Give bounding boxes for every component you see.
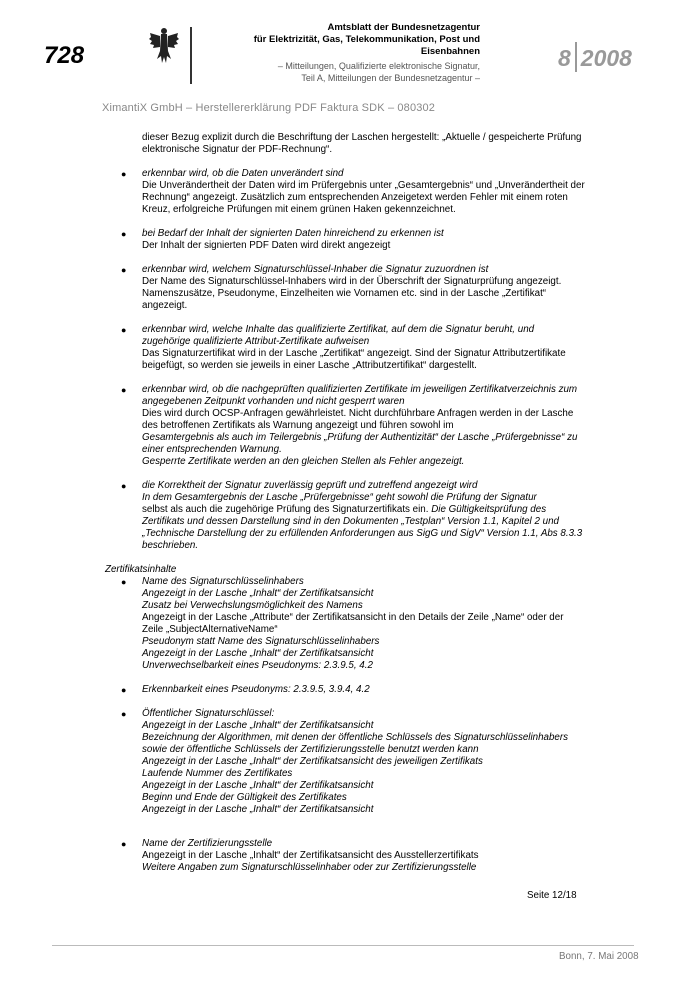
page-number: Seite 12/18 — [527, 890, 577, 901]
bullet-icon: ● — [121, 265, 127, 275]
cert-line: Angezeigt in der Lasche „Inhalt“ der Zertifikatsansicht des Ausstellerzertifikats — [142, 850, 479, 861]
item-title: erkennbar wird, ob die nachgeprüften qualifizierten Zertifikate im jeweiligen Zertifikatverzeichnis zum angegebenen Zeitpunkt vorhanden und nicht gesperrt waren — [142, 384, 578, 407]
list-item — [105, 684, 585, 696]
footer-date: Bonn, 7. Mai 2008 — [559, 951, 639, 962]
publisher-line-1: Amtsblatt der Bundesnetzagentur — [327, 22, 480, 33]
bullet-icon: ● — [121, 709, 127, 719]
subtitle-line-1: – Mitteilungen, Qualifizierte elektronische Signatur, — [277, 61, 480, 71]
cert-line: Name der Zertifizierungsstelle — [142, 838, 273, 849]
list-item — [105, 228, 585, 252]
cert-line: Angezeigt in der Lasche „Inhalt“ der Zertifikatsansicht — [142, 804, 374, 815]
item-body-italic-start: In dem Gesamtergebnis der Lasche „Prüfergebnisse“ geht sowohl die Prüfung der Signatur — [142, 492, 537, 503]
item-body: Der Inhalt der signierten PDF Daten wird direkt angezeigt — [142, 240, 391, 251]
cert-line: Bezeichnung der Algorithmen, mit denen der öffentliche Schlüssels des Signaturschlüsselinhabers sowie der öffentliche Schlüssels der Zertifizierungsstelle benutzt werden kann — [142, 732, 569, 755]
bullet-icon: ● — [121, 169, 127, 179]
list-item — [105, 480, 585, 552]
list-item — [105, 168, 585, 216]
bullet-icon: ● — [121, 839, 127, 849]
issue-separator — [575, 42, 577, 72]
bullet-icon: ● — [121, 325, 127, 335]
issue-badge — [558, 42, 632, 72]
bullet-icon: ● — [121, 577, 127, 587]
footer-divider — [52, 945, 634, 946]
cert-line: Laufende Nummer des Zertifikates — [142, 768, 293, 779]
item-title: erkennbar wird, ob die Daten unverändert sind — [142, 168, 344, 179]
publication-header — [200, 22, 480, 84]
federal-eagle-icon — [148, 25, 180, 67]
cert-line: Angezeigt in der Lasche „Inhalt“ der Zertifikatsansicht — [142, 780, 374, 791]
cert-line: Angezeigt in der Lasche „Attribute“ der Zertifikatsansicht in den Details der Zeile „Name“ oder der Zeile „SubjectAlternativeName“ — [142, 612, 564, 635]
list-item — [105, 576, 585, 672]
cert-line: Angezeigt in der Lasche „Inhalt“ der Zertifikatsansicht des jeweiligen Zertifikats — [142, 756, 483, 767]
cert-line: Zusatz bei Verwechslungsmöglichkeit des Namens — [142, 600, 363, 611]
item-body-italic: Die Gültigkeitsprüfung des Zertifikats und dessen Darstellung sind in den Dokumenten „Testplan“ Version 1.1, Kapitel 2 und „Technische Darstellung der zu erfüllenden Anforderungen aus SigG und SigV“ Version 1.1, Abs 8.3.3 beschrieben. — [142, 504, 583, 551]
section-title: Zertifikatsinhalte — [105, 564, 177, 575]
item-title: erkennbar wird, welche Inhalte das qualifizierte Zertifikat, auf dem die Signatur beruht, und zugehörige qualifizierte Attribut-Zertifikate aufweisen — [142, 324, 535, 347]
list-item — [105, 264, 585, 312]
list-item — [105, 324, 585, 372]
subtitle-line-2: Teil A, Mitteilungen der Bundesnetzagentur – — [301, 73, 480, 83]
list-item — [105, 708, 585, 816]
bullet-icon: ● — [121, 229, 127, 239]
bullet-icon: ● — [121, 685, 127, 695]
cert-line: Angezeigt in der Lasche „Inhalt“ der Zertifikatsansicht — [142, 648, 374, 659]
document-reference: XimantiX GmbH – Herstellererklärung PDF Faktura SDK – 080302 — [102, 102, 436, 114]
cert-items-list — [105, 576, 585, 874]
item-body: Die Unverändertheit der Daten wird im Prüfergebnis unter „Gesamtergebnis“ und „Unverändertheit der Rechnung“ angezeigt. Zusätzlich zum entsprechenden Anzeigetext werden Fehler mit einem roten Kreuz, erfolgreiche Prüfungen mit einem grünen Haken gekennzeichnet. — [142, 180, 585, 215]
issue-number: 728 — [44, 42, 85, 69]
cert-line: Weitere Angaben zum Signaturschlüsselinhaber oder zur Zertifizierungsstelle — [142, 862, 477, 873]
item-body-italic-2: Gesperrte Zertifikate werden an den gleichen Stellen als Fehler angezeigt. — [142, 456, 465, 467]
item-title: bei Bedarf der Inhalt der signierten Daten hinreichend zu erkennen ist — [142, 228, 444, 239]
list-item — [105, 384, 585, 468]
bullet-icon: ● — [121, 481, 127, 491]
cert-line: Pseudonym statt Name des Signaturschlüsselinhabers — [142, 636, 380, 647]
list-item — [105, 838, 585, 874]
item-body: Das Signaturzertifikat wird in der Lasche „Zertifikat“ angezeigt. Sind der Signatur Attributzertifikate beigefügt, so werden sie jeweils in einer Lasche „Attributzertifikat“ dargestellt. — [142, 348, 566, 371]
bullet-icon: ● — [121, 385, 127, 395]
cert-line: Öffentlicher Signaturschlüssel: — [142, 708, 275, 719]
item-body: Der Name des Signaturschlüssel-Inhabers wird in der Überschrift der Signaturprüfung angezeigt. Namenszusätze, Pseudonyme, Einzelheiten wie Vornamen etc. sind in der Lasche „Zertifikat“ angezeigt. — [142, 276, 562, 311]
cert-line: Erkennbarkeit eines Pseudonyms: 2.3.9.5, 3.9.4, 4.2 — [142, 684, 370, 695]
item-body: Dies wird durch OCSP-Anfragen gewährleistet. Nicht durchführbare Anfragen werden in der Lasche des betroffenen Zertifikats als Warnung angezeigt und führen sowohl im — [142, 408, 574, 431]
item-title: erkennbar wird, welchem Signaturschlüssel-Inhaber die Signatur zuzuordnen ist — [142, 264, 489, 275]
item-body-mixed — [142, 504, 585, 552]
issue-year: 2008 — [580, 45, 632, 71]
page-content — [105, 132, 585, 886]
item-body-italic: Gesamtergebnis als auch im Teilergebnis „Prüfung der Authentizität“ der Lasche „Prüfergebnisse“ zu einer entsprechenden Warnung. — [142, 432, 578, 455]
cert-line: Name des Signaturschlüsselinhabers — [142, 576, 304, 587]
issue-no: 8 — [558, 45, 571, 71]
item-title: die Korrektheit der Signatur zuverlässig geprüft und zutreffend angezeigt wird — [142, 480, 478, 491]
publisher-line-2: für Elektrizität, Gas, Telekommunikation, Post und Eisenbahnen — [253, 34, 480, 57]
cert-line: Beginn und Ende der Gültigkeit des Zertifikates — [142, 792, 347, 803]
intro-paragraph: dieser Bezug explizit durch die Beschriftung der Laschen hergestellt: „Aktuelle / gespeicherte Prüfung elektronische Signatur der PDF-Rechnung“. — [142, 132, 582, 155]
cert-line: Angezeigt in der Lasche „Inhalt“ der Zertifikatsansicht — [142, 588, 374, 599]
header-divider — [190, 27, 192, 84]
cert-line: Angezeigt in der Lasche „Inhalt“ der Zertifikatsansicht — [142, 720, 374, 731]
cert-line: Unverwechselbarkeit eines Pseudonyms: 2.3.9.5, 4.2 — [142, 660, 373, 671]
item-body: selbst als auch die zugehörige Prüfung des Signaturzertifikats ein. — [142, 504, 429, 515]
